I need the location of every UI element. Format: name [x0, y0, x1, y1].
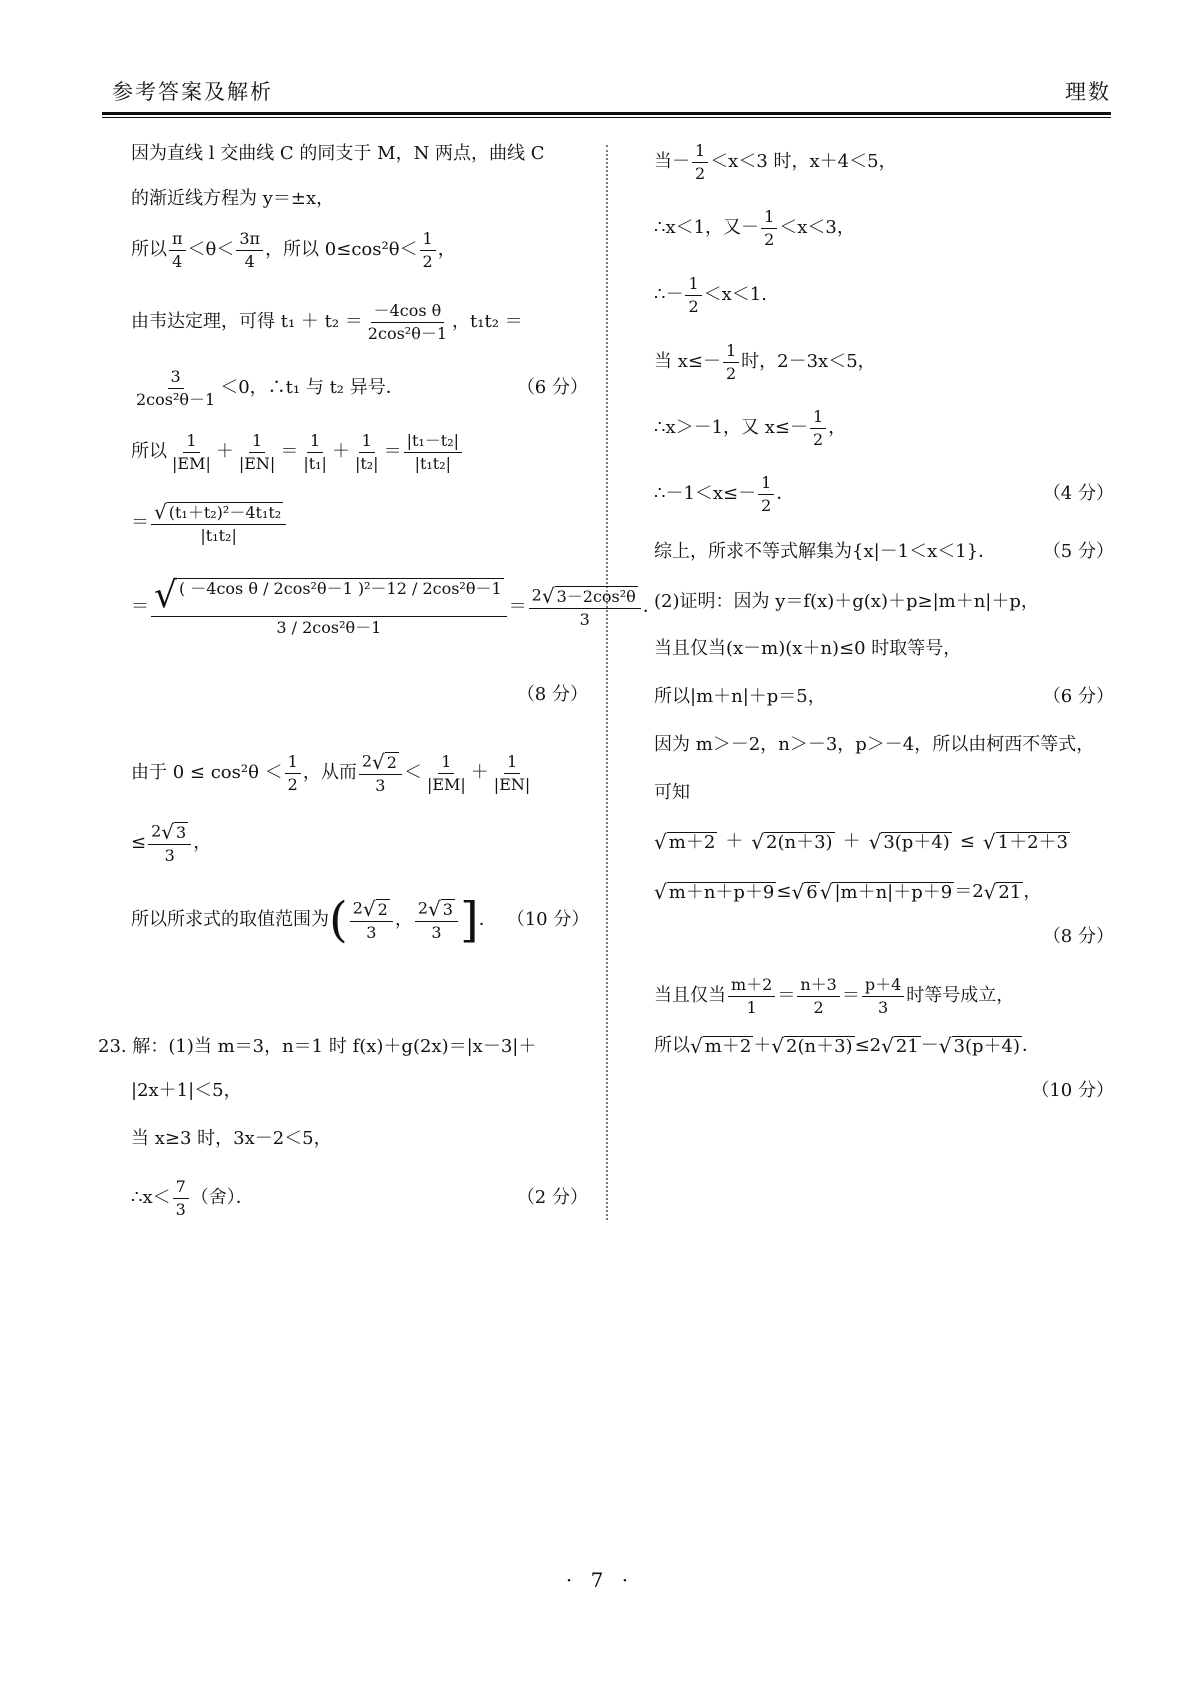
text-span: 所以	[131, 441, 167, 463]
text-span: ．	[776, 483, 795, 505]
text-line	[98, 1038, 588, 1056]
score-label: （4 分）	[1042, 483, 1114, 505]
text-line	[654, 543, 1114, 561]
text-line	[654, 1082, 1114, 1100]
fraction: $\frac{m+2}{1}$	[728, 976, 775, 1016]
text-line	[131, 502, 588, 545]
fraction: $\frac{\pi}{4}$	[169, 230, 186, 270]
text-span: ∴x＞－1，又 x≤－	[654, 417, 809, 439]
fraction: $\frac{1}{\text{|t₁|}}$	[303, 431, 327, 473]
text-line	[654, 474, 1114, 514]
text-span: ＋	[331, 441, 350, 463]
text-line	[131, 575, 661, 637]
text-span: ＝2	[954, 881, 984, 902]
fraction: √ (t₁＋t₂)²－4t₁t₂ |t₁t₂|	[151, 502, 286, 545]
text-span: 当 x≤－	[654, 351, 721, 373]
text-span: ＝	[841, 985, 860, 1007]
text-span: 当－	[654, 151, 690, 173]
text-span: ＜	[403, 762, 422, 784]
page-header	[112, 76, 1111, 110]
text-span: ≤	[959, 831, 975, 852]
fraction: $\frac{1}{\text{|t₂|}}$	[354, 431, 379, 473]
sqrt: √ 21	[983, 880, 1022, 904]
text-line	[654, 736, 1114, 754]
text-line	[131, 368, 588, 408]
text-span: ，	[437, 239, 456, 261]
text-span: ．	[1022, 1035, 1041, 1056]
text-span: |2x＋1|＜5，	[131, 1080, 242, 1101]
text-line	[654, 208, 1114, 248]
text-span: 所以所求式的取值范围为	[131, 909, 329, 930]
text-span: 当 x≥3 时，3x－2＜5，	[131, 1128, 332, 1149]
score-label: （8 分）	[516, 684, 588, 705]
score-label: （2 分）	[516, 1187, 588, 1209]
fraction: $\frac{\text{|t₁－t₂|}}{\text{|t₁t₂|}}$	[404, 432, 462, 472]
score-label: （5 分）	[1042, 541, 1114, 562]
header-rule-thin	[102, 117, 1111, 118]
text-line	[131, 822, 588, 865]
text-line	[131, 302, 588, 342]
text-span: ，所以 0≤cos²θ＜	[265, 239, 418, 261]
text-span: ＜x＜3，	[779, 217, 855, 239]
text-line	[654, 640, 1114, 658]
text-line	[131, 752, 588, 795]
fraction: $\frac{p+4}{3}$	[862, 976, 904, 1016]
text-span: ＝	[280, 441, 299, 463]
text-line	[654, 928, 1114, 946]
text-span: ＋	[753, 1035, 772, 1056]
text-line	[654, 142, 1114, 182]
text-line	[131, 432, 588, 472]
sqrt: √ 2(n＋3)	[751, 830, 833, 854]
text-span: 23. 解：(1)当 m＝3，n＝1 时 f(x)＋g(2x)＝|x－3|＋	[98, 1036, 537, 1057]
text-span: ＜θ＜	[187, 239, 235, 261]
text-span: 所以	[654, 1035, 690, 1056]
text-span: （舍）．	[190, 1187, 254, 1209]
text-span: ＝	[131, 596, 149, 618]
text-span: ，从而	[302, 762, 357, 784]
text-span: ＋	[470, 762, 489, 784]
fraction: $\frac{1}{2}$	[723, 342, 739, 382]
text-span: 当且仅当(x－m)(x＋n)≤0 时取等号，	[654, 638, 962, 659]
header-rule-thick	[102, 112, 1111, 115]
sqrt: √ m＋2	[690, 1034, 752, 1058]
text-span: ＝	[508, 596, 527, 618]
text-span: ，	[1023, 881, 1042, 902]
text-span: 综上，所求不等式解集为{x|－1＜x＜1}．	[654, 541, 997, 562]
sqrt: √ 1＋2＋3	[982, 830, 1069, 854]
text-span: ＝	[131, 512, 149, 534]
fraction: 2 √ 3 3	[415, 899, 458, 942]
text-line	[654, 408, 1114, 448]
page-number: · 7 ·	[565, 1568, 635, 1592]
text-line	[131, 145, 588, 163]
text-line	[654, 688, 1114, 706]
score-label: （10 分）	[1031, 1080, 1114, 1101]
sqrt: √ |m＋n|＋p＋9	[819, 880, 953, 904]
text-span: ＋	[842, 831, 861, 852]
text-span: ，t₁t₂ ＝	[452, 311, 523, 333]
fraction: $\frac{7}{3}$	[173, 1178, 189, 1218]
text-span: ＜0，∴t₁ 与 t₂ 异号．	[220, 377, 404, 399]
text-span: ∴－	[654, 284, 684, 306]
score-label: （8 分）	[1042, 926, 1114, 947]
text-span: 的渐近线方程为 y＝±x，	[131, 188, 335, 209]
text-span: 由韦达定理，可得 t₁ ＋ t₂ ＝	[131, 311, 363, 333]
fraction: $\frac{1}{2}$	[761, 208, 777, 248]
text-span: 当且仅当	[654, 985, 726, 1007]
text-span: ∴－1＜x≤－	[654, 483, 757, 505]
text-span: 时等号成立，	[906, 985, 1015, 1007]
text-line	[131, 686, 588, 704]
text-span: 因为直线 l 交曲线 C 的同支于 M，N 两点，曲线 C	[131, 143, 545, 164]
text-span: ＝	[383, 441, 402, 463]
text-line	[654, 832, 1114, 852]
fraction: 2 √ 3 3	[148, 822, 191, 865]
text-line	[654, 275, 1114, 315]
text-line	[131, 1178, 588, 1218]
text-line	[654, 593, 1114, 611]
fraction: $\frac{1}{2}$	[758, 474, 774, 514]
text-span: (2)证明：因为 y＝f(x)＋g(x)＋p≥|m＋n|＋p，	[654, 591, 1039, 612]
sqrt: √ 2(n＋3)	[771, 1034, 853, 1058]
text-span: 所以|m＋n|＋p＝5，	[654, 686, 826, 707]
fraction: $\frac{1}{2}$	[692, 142, 708, 182]
header-subject: 理数	[1065, 80, 1111, 104]
fraction: 2 √ 3－2cos²θ 3	[529, 586, 641, 629]
fraction: $\frac{1}{|EM|}$	[172, 431, 211, 473]
text-span: ＋	[725, 831, 744, 852]
sqrt: √ m＋n＋p＋9	[654, 880, 775, 904]
text-span: ，	[394, 909, 413, 930]
sqrt: √ 3(p＋4)	[868, 830, 950, 854]
sqrt: √ m＋2	[654, 830, 716, 854]
fraction: $\frac{1}{2}$	[420, 230, 436, 270]
text-span: ＜x＜3 时，x＋4＜5，	[710, 151, 897, 173]
sqrt: √ 3(p＋4)	[938, 1034, 1021, 1058]
text-span: ∴x＜1，又－	[654, 217, 760, 239]
fraction: $\frac{1}{|EN|}$	[238, 431, 276, 473]
fraction: 2 √ 2 3	[359, 752, 402, 795]
sqrt: √ 6	[791, 880, 818, 904]
header-title: 参考答案及解析	[112, 80, 273, 104]
score-label: （10 分）	[506, 909, 590, 930]
text-span: ．	[478, 909, 497, 930]
score-label: （6 分）	[516, 377, 588, 399]
sqrt: √ 21	[881, 1034, 919, 1058]
fraction: $\frac{1}{|EM|}$	[426, 752, 466, 794]
column-divider	[606, 145, 608, 1220]
text-span: 所以	[131, 239, 167, 261]
text-line	[654, 784, 1114, 802]
text-line	[131, 1130, 588, 1148]
score-label: （6 分）	[1042, 686, 1114, 707]
bracket: (	[329, 892, 348, 948]
text-line	[131, 230, 588, 270]
text-span: ，	[828, 417, 847, 439]
text-line	[131, 190, 588, 208]
text-span: ．	[642, 596, 661, 618]
text-line	[654, 882, 1114, 902]
text-span: －	[920, 1035, 939, 1056]
fraction: $\frac{3\pi}{4}$	[236, 230, 263, 270]
fraction: $\frac{1}{2}$	[285, 753, 301, 793]
text-line	[654, 342, 1114, 382]
text-span: ＋	[215, 441, 234, 463]
fraction: $\frac{3}{\text{2cos²θ－1}}$	[136, 367, 216, 409]
text-span: 时，2－3x＜5，	[741, 351, 876, 373]
text-span: ∴x＜	[131, 1187, 171, 1209]
bracket: ]	[459, 892, 479, 948]
text-span: ≤	[776, 881, 792, 902]
fraction: 2 √ 2 3	[350, 899, 393, 942]
text-span: ＜x＜1.	[703, 284, 767, 306]
text-line	[654, 976, 1114, 1016]
text-line	[131, 1082, 588, 1100]
fraction: $\frac{n+3}{2}$	[797, 976, 840, 1016]
text-line	[654, 1036, 1114, 1056]
text-span: ＝	[777, 985, 796, 1007]
text-span: ≤	[131, 832, 147, 854]
fraction: $\frac{1}{2}$	[685, 275, 701, 315]
text-line	[131, 892, 590, 948]
fraction: $\frac{\text{－4cos θ}}{\text{2cos²θ－1}}$	[367, 301, 448, 343]
fraction: √ ( －4cos θ / 2cos²θ－1 )²－12 / 2cos²θ－1 3 / 2cos²θ－1	[151, 578, 507, 637]
text-span: 因为 m＞－2，n＞－3，p＞－4，所以由柯西不等式，	[654, 734, 1095, 755]
text-span: ，	[193, 832, 212, 854]
fraction: $\frac{1}{|EN|}$	[493, 752, 531, 794]
text-span: ≤2	[854, 1035, 882, 1056]
text-span: 由于 0 ≤ cos²θ ＜	[131, 762, 283, 784]
fraction: $\frac{1}{2}$	[810, 408, 826, 448]
text-span: 可知	[654, 782, 690, 803]
